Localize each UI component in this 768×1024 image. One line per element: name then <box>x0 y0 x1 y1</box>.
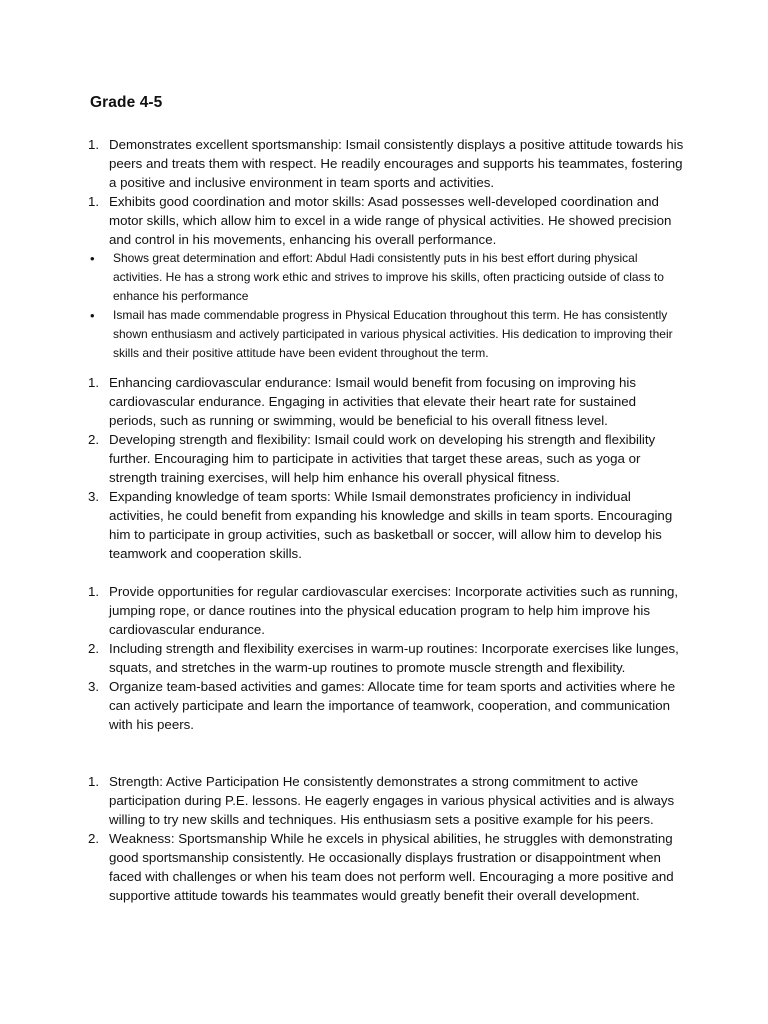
list-number: 3. <box>88 679 100 694</box>
list-item <box>0 772 768 829</box>
list-number: 1. <box>88 584 100 599</box>
list-item-text: Organize team-based activities and games: Allocate time for team sports and activities where he can actively participate and learn the importance of teamwork, cooperation, and communication with his peers. <box>109 679 676 732</box>
list-item-text: Demonstrates excellent sportsmanship: Ismail consistently displays a positive attitude towards his peers and treats them with respect. He readily encourages and supports his teammates, fostering a positive and inclusive environment in team sports and activities. <box>109 137 684 190</box>
list-item <box>0 639 768 677</box>
list-item-text: Including strength and flexibility exercises in warm-up routines: Incorporate exercises like lunges, squats, and stretches in the warm-up routines to promote muscle strength and flexibility. <box>109 641 679 675</box>
bullet-item <box>0 306 768 363</box>
bullet-item-text: Shows great determination and effort: Abdul Hadi consistently puts in his best effort during physical activities. He has a strong work ethic and strives to improve his skills, often practicing outside of class to enhance his performance <box>113 251 664 303</box>
bullet-list <box>0 249 768 363</box>
improvement-list <box>0 373 768 563</box>
list-item-text: Strength: Active Participation He consistently demonstrates a strong commitment to active participation during P.E. lessons. He eagerly engages in various physical activities and is always willing to try new skills and techniques. His enthusiasm sets a positive example for his peers. <box>109 774 675 827</box>
list-item <box>0 487 768 563</box>
bullet-marker: • <box>90 308 95 323</box>
list-item <box>0 677 768 734</box>
recommendation-list <box>0 582 768 734</box>
list-number: 3. <box>88 489 100 504</box>
strengths-list <box>0 135 768 249</box>
bullet-item-text: Ismail has made commendable progress in Physical Education throughout this term. He has consistently shown enthusiasm and actively participated in various physical activities. His dedication to improving their skills and their positive attitude have been evident throughout the term. <box>113 308 673 360</box>
list-item-text: Weakness: Sportsmanship While he excels in physical abilities, he struggles with demonstrating good sportsmanship consistently. He occasionally displays frustration or disappointment when faced with challenges or when his team does not perform well. Encouraging a more positive and supportive attitude towards his teammates would greatly benefit their overall development. <box>109 831 674 903</box>
list-item-text: Developing strength and flexibility: Ismail could work on developing his strength and flexibility further. Encouraging him to participate in activities that target these areas, such as yoga or strength training exercises, will help him enhance his overall physical fitness. <box>109 432 656 485</box>
page-title: Grade 4-5 <box>90 94 163 111</box>
list-item-text: Provide opportunities for regular cardiovascular exercises: Incorporate activities such as running, jumping rope, or dance routines into the physical education program to help him improve his cardiovascular endurance. <box>109 584 679 637</box>
strength-weakness-list <box>0 772 768 905</box>
bullet-item <box>0 249 768 306</box>
list-item <box>0 430 768 487</box>
list-number: 2. <box>88 831 100 846</box>
list-item-text: Exhibits good coordination and motor skills: Asad possesses well-developed coordination and motor skills, which allow him to excel in a wide range of physical activities. He showed precision and control in his movements, enhancing his overall performance. <box>109 194 672 247</box>
list-number: 2. <box>88 432 100 447</box>
list-item <box>0 135 768 192</box>
list-item-text: Enhancing cardiovascular endurance: Ismail would benefit from focusing on improving his cardiovascular endurance. Engaging in activities that elevate their heart rate for sustained periods, such as running or swimming, would be beneficial to his overall fitness level. <box>109 375 637 428</box>
list-number: 1. <box>88 375 100 390</box>
list-number: 2. <box>88 641 100 656</box>
bullet-marker: • <box>90 251 95 266</box>
list-item <box>0 582 768 639</box>
list-number: 1. <box>88 774 100 789</box>
list-item <box>0 829 768 905</box>
list-number: 1. <box>88 137 100 152</box>
list-item <box>0 373 768 430</box>
list-item <box>0 192 768 249</box>
list-number: 1. <box>88 194 100 209</box>
list-item-text: Expanding knowledge of team sports: While Ismail demonstrates proficiency in individual activities, he could benefit from expanding his knowledge and skills in team sports. Encouraging him to participate in group activities, such as basketball or soccer, will allow him to develop his teamwork and cooperation skills. <box>109 489 673 561</box>
